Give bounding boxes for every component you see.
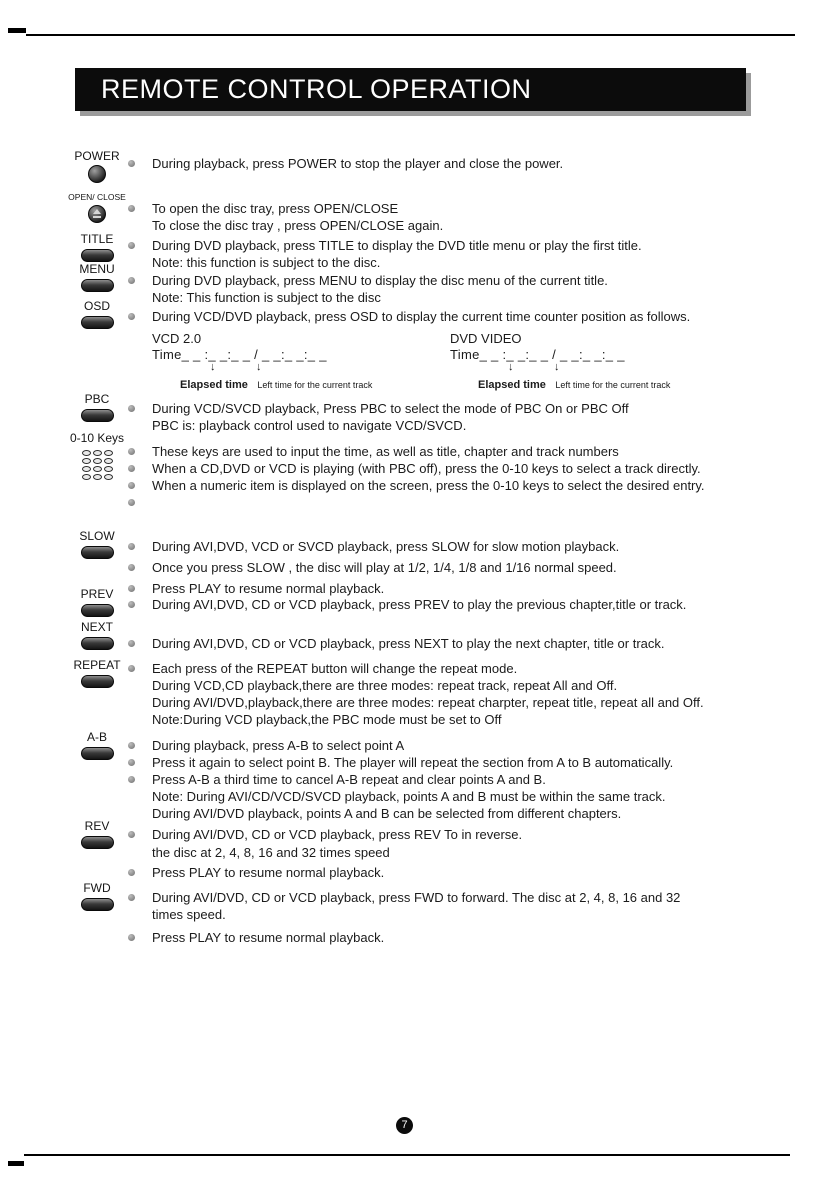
text-line bbox=[128, 444, 788, 461]
line-text: During AVI,DVD, CD or VCD playback, press NEXT to play the next chapter, title or track. bbox=[152, 636, 665, 651]
line-text: Press A-B a third time to cancel A-B repeat and clear points A and B. bbox=[152, 772, 546, 787]
line-text: the disc at 2, 4, 8, 16 and 32 times speed bbox=[152, 845, 390, 860]
ab-button-group bbox=[64, 731, 130, 760]
prev-button-label: PREV bbox=[80, 587, 114, 601]
line-text: Press PLAY to resume normal playback. bbox=[152, 865, 385, 880]
line-text: These keys are used to input the time, as well as title, chapter and track numbers bbox=[152, 444, 619, 459]
fwd-button-icon bbox=[81, 898, 114, 911]
line-text: Press it again to select point B. The player will repeat the section from A to B automatically. bbox=[152, 755, 674, 770]
osd-vcd-title: VCD 2.0 bbox=[152, 331, 202, 346]
line-text: Each press of the REPEAT button will change the repeat mode. bbox=[152, 661, 518, 676]
line-text: Press PLAY to resume normal playback. bbox=[152, 930, 385, 945]
number-keys-label: 0-10 Keys bbox=[69, 431, 125, 445]
text-line bbox=[128, 907, 788, 924]
menu-button-label: MENU bbox=[79, 262, 115, 276]
osd-vcd-time-format: Time_ _ :_ _:_ _ / _ _:_ _:_ _ bbox=[152, 347, 327, 362]
elapsed-time-label: Elapsed time bbox=[478, 379, 546, 391]
bullet-icon bbox=[128, 499, 135, 506]
pbc-button-label: PBC bbox=[84, 392, 110, 406]
text-line bbox=[128, 755, 788, 772]
repeat-button-group bbox=[64, 659, 130, 688]
bullet-icon bbox=[128, 543, 135, 550]
osd-button-icon bbox=[81, 316, 114, 329]
text-line bbox=[128, 738, 788, 755]
osd-vcd-column bbox=[152, 326, 462, 393]
power-button-group bbox=[64, 150, 130, 183]
bullet-icon bbox=[128, 448, 135, 455]
text-line bbox=[128, 678, 788, 695]
ab-button-icon bbox=[81, 747, 114, 760]
bullet-icon bbox=[128, 277, 135, 284]
text-line bbox=[128, 930, 788, 947]
text-line bbox=[128, 789, 788, 806]
line-text: When a CD,DVD or VCD is playing (with PBC off), press the 0-10 keys to select a track directly. bbox=[152, 461, 701, 476]
down-arrow-icon: ↓ bbox=[554, 361, 560, 373]
pbc-button-icon bbox=[81, 409, 114, 422]
line-text: During AVI/DVD,playback,there are three modes: repeat charpter, repeat title, repeat all and Off. bbox=[152, 695, 704, 710]
title-button-icon bbox=[81, 249, 114, 262]
text-line bbox=[128, 597, 788, 614]
line-text: Note:During VCD playback,the PBC mode must be set to Off bbox=[152, 712, 502, 727]
line-text: During VCD/SVCD playback, Press PBC to select the mode of PBC On or PBC Off bbox=[152, 401, 629, 416]
line-text: Note: This function is subject to the disc bbox=[152, 290, 381, 305]
fwd-button-label: FWD bbox=[83, 881, 111, 895]
text-line bbox=[128, 539, 788, 560]
text-line bbox=[128, 772, 788, 789]
line-text: Note: this function is subject to the disc. bbox=[152, 255, 381, 270]
line-text: Once you press SLOW , the disc will play at 1/2, 1/4, 1/8 and 1/16 normal speed. bbox=[152, 560, 617, 575]
left-time-label: Left time for the current track bbox=[257, 380, 373, 390]
line-text: During DVD playback, press TITLE to display the DVD title menu or play the first title. bbox=[152, 238, 642, 253]
title-button-label: TITLE bbox=[80, 232, 114, 246]
text-line bbox=[128, 238, 788, 255]
down-arrow-icon: ↓ bbox=[256, 361, 262, 373]
text-line bbox=[128, 418, 788, 435]
text-line bbox=[128, 636, 788, 653]
rev-button-group bbox=[64, 820, 130, 849]
top-left-border-mark bbox=[8, 28, 26, 33]
down-arrow-icon: ↓ bbox=[508, 361, 514, 373]
line-text: During AVI,DVD, VCD or SVCD playback, press SLOW for slow motion playback. bbox=[152, 539, 620, 554]
osd-vcd-arrows bbox=[152, 362, 462, 375]
text-line bbox=[128, 273, 788, 290]
osd-dvd-arrows bbox=[450, 362, 760, 375]
text-line bbox=[128, 560, 788, 581]
page-number: 7 bbox=[401, 1119, 408, 1131]
open-close-button-label: OPEN/ CLOSE bbox=[68, 192, 126, 202]
bullet-icon bbox=[128, 601, 135, 608]
text-line bbox=[128, 865, 788, 883]
bullet-icon bbox=[128, 405, 135, 412]
osd-dvd-caption bbox=[450, 375, 760, 393]
bullet-icon bbox=[128, 313, 135, 320]
power-button-icon bbox=[88, 165, 106, 183]
line-text: During VCD,CD playback,there are three modes: repeat track, repeat All and Off. bbox=[152, 678, 618, 693]
next-button-icon bbox=[81, 637, 114, 650]
bottom-left-border-mark bbox=[8, 1161, 24, 1166]
line-text: Note: During AVI/CD/VCD/SVCD playback, points A and B must be within the same track. bbox=[152, 789, 666, 804]
bullet-icon bbox=[128, 242, 135, 249]
ab-button-label: A-B bbox=[86, 730, 107, 744]
number-keys-icon bbox=[82, 450, 113, 480]
osd-button-label: OSD bbox=[83, 299, 110, 313]
bullet-icon bbox=[128, 205, 135, 212]
number-keys-group bbox=[64, 432, 130, 480]
line-text: During AVI/DVD, CD or VCD playback, press REV To in reverse. bbox=[152, 827, 523, 842]
open-close-eject-icon bbox=[88, 205, 106, 223]
page-title: REMOTE CONTROL OPERATION bbox=[101, 74, 532, 104]
left-time-label: Left time for the current track bbox=[555, 380, 671, 390]
bullet-icon bbox=[128, 564, 135, 571]
text-line bbox=[128, 695, 788, 712]
fwd-button-group bbox=[64, 882, 130, 911]
bullet-icon bbox=[128, 465, 135, 472]
bullet-icon bbox=[128, 831, 135, 838]
menu-button-icon bbox=[81, 279, 114, 292]
line-text: times speed. bbox=[152, 907, 226, 922]
prev-button-icon bbox=[81, 604, 114, 617]
down-arrow-icon: ↓ bbox=[210, 361, 216, 373]
repeat-button-icon bbox=[81, 675, 114, 688]
text-line bbox=[128, 255, 788, 272]
osd-time-diagram bbox=[128, 326, 788, 390]
line-text: During AVI/DVD playback, points A and B can be selected from different chapters. bbox=[152, 806, 622, 821]
title-button-group bbox=[64, 233, 130, 262]
line-text: To close the disc tray , press OPEN/CLOSE again. bbox=[152, 218, 444, 233]
bullet-icon bbox=[128, 160, 135, 167]
osd-dvd-column bbox=[450, 326, 760, 393]
osd-vcd-caption bbox=[152, 375, 462, 393]
power-button-label: POWER bbox=[74, 149, 120, 163]
page-number-badge bbox=[396, 1117, 413, 1134]
text-line bbox=[128, 218, 788, 235]
text-line bbox=[128, 290, 788, 307]
line-text: Press PLAY to resume normal playback. bbox=[152, 581, 385, 596]
line-text: During playback, press A-B to select point A bbox=[152, 738, 405, 753]
bullet-icon bbox=[128, 759, 135, 766]
line-text: PBC is: playback control used to navigate VCD/SVCD. bbox=[152, 418, 467, 433]
line-text: To open the disc tray, press OPEN/CLOSE bbox=[152, 201, 399, 216]
bullet-icon bbox=[128, 742, 135, 749]
osd-button-group bbox=[64, 300, 130, 329]
line-text: When a numeric item is displayed on the screen, press the 0-10 keys to select the desired entry. bbox=[152, 478, 705, 493]
open-close-button-group bbox=[64, 192, 130, 223]
bullet-icon bbox=[128, 894, 135, 901]
text-line bbox=[128, 461, 788, 478]
line-text: During DVD playback, press MENU to display the disc menu of the current title. bbox=[152, 273, 608, 288]
osd-dvd-title: DVD VIDEO bbox=[450, 331, 522, 346]
top-border-rule bbox=[26, 34, 795, 36]
text-line bbox=[128, 201, 788, 218]
next-button-group bbox=[64, 621, 130, 650]
text-line bbox=[128, 827, 788, 845]
bullet-icon bbox=[128, 934, 135, 941]
section-header-bar bbox=[75, 68, 746, 111]
text-line bbox=[128, 478, 788, 495]
line-text: During AVI,DVD, CD or VCD playback, press PREV to play the previous chapter,title or track. bbox=[152, 597, 687, 612]
bullet-icon bbox=[128, 640, 135, 647]
next-button-label: NEXT bbox=[80, 620, 113, 634]
text-line bbox=[128, 845, 788, 863]
repeat-button-label: REPEAT bbox=[73, 658, 121, 672]
rev-button-label: REV bbox=[84, 819, 110, 833]
bullet-icon bbox=[128, 482, 135, 489]
bottom-border-rule bbox=[24, 1154, 790, 1156]
menu-button-group bbox=[64, 263, 130, 292]
text-line bbox=[128, 890, 788, 907]
slow-button-group bbox=[64, 530, 130, 559]
slow-button-label: SLOW bbox=[79, 529, 115, 543]
text-line bbox=[128, 661, 788, 678]
text-line bbox=[128, 712, 788, 729]
osd-dvd-time-format: Time_ _ :_ _:_ _ / _ _:_ _:_ _ bbox=[450, 347, 625, 362]
bullet-icon bbox=[128, 665, 135, 672]
line-text: During AVI/DVD, CD or VCD playback, press FWD to forward. The disc at 2, 4, 8, 16 and 32 bbox=[152, 890, 681, 905]
line-text: During VCD/DVD playback, press OSD to display the current time counter position as follows. bbox=[152, 309, 691, 324]
text-line bbox=[128, 806, 788, 823]
text-line bbox=[128, 495, 788, 512]
text-line bbox=[128, 156, 788, 173]
slow-button-icon bbox=[81, 546, 114, 559]
text-line bbox=[128, 309, 788, 326]
prev-button-group bbox=[64, 588, 130, 617]
text-line bbox=[128, 401, 788, 418]
pbc-button-group bbox=[64, 393, 130, 422]
rev-button-icon bbox=[81, 836, 114, 849]
elapsed-time-label: Elapsed time bbox=[180, 379, 248, 391]
line-text: During playback, press POWER to stop the player and close the power. bbox=[152, 156, 564, 171]
bullet-icon bbox=[128, 869, 135, 876]
bullet-icon bbox=[128, 776, 135, 783]
